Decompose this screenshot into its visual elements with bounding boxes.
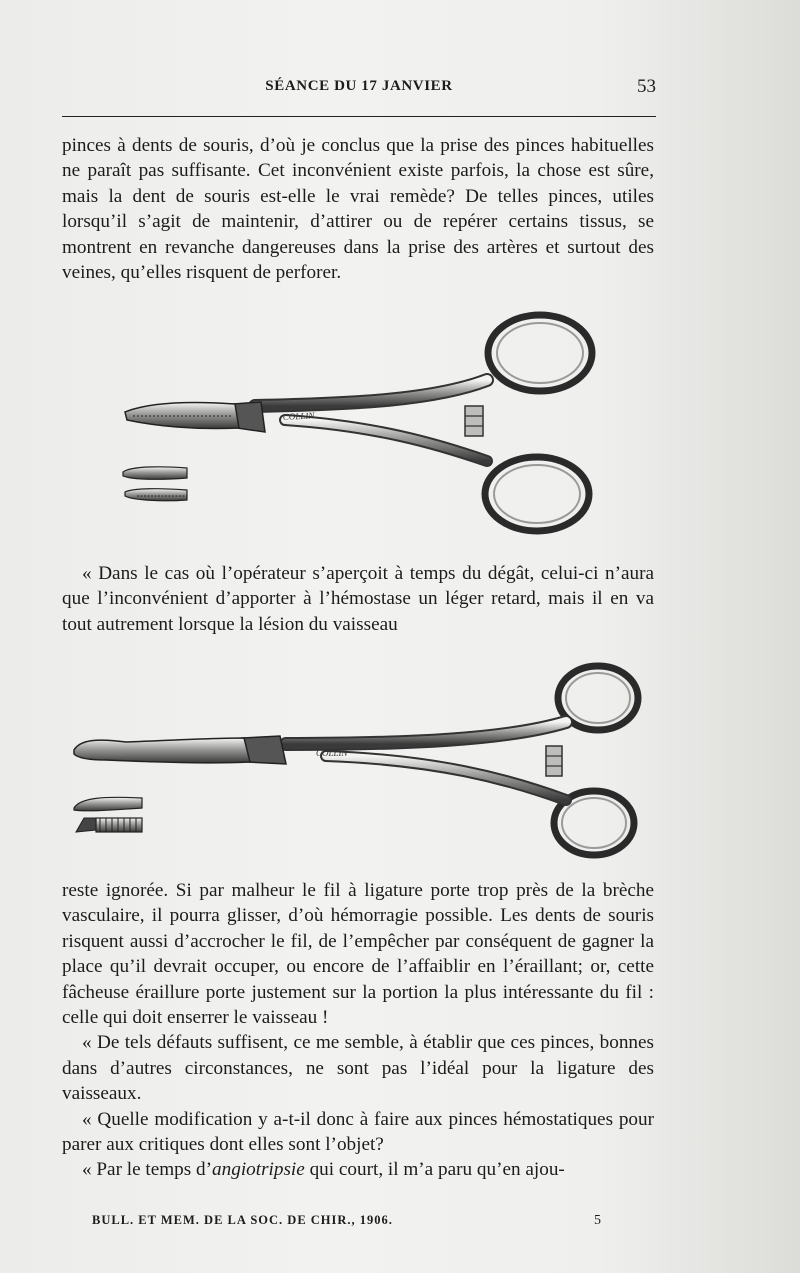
paragraph-6-end: qui court, il m’a paru qu’en ajou- (304, 1159, 565, 1181)
jaw-detail-inset-1 (123, 467, 187, 501)
paragraph-6-italic-term: angiotripsie (212, 1159, 305, 1181)
forceps-engraving-2: COLLIN (316, 748, 348, 758)
signature-mark: 5 (594, 1213, 602, 1228)
forceps-engraving-1: COLLIN (282, 410, 315, 422)
paragraph-5: « Quelle modification y a-t-il donc à faire aux pinces hémostatiques pour parer aux critiques dont elles sont l’objet? (62, 1108, 654, 1156)
paragraph-4: « De tels défauts suffisent, ce me semble, à établir que ces pinces, bonnes dans d’autres circonstances, ne sont pas l’idéal pour la ligature des vaisseaux. (62, 1032, 654, 1105)
paragraph-1: pinces à dents de souris, d’où je conclus que la prise des pinces habituelles ne paraît pas suffisante. Cet inconvénient existe parfois, la chose est sûre, mais la dent de souris est-elle le vrai remède? De telles pinces, utiles lorsqu’il s’agit de maintenir, d’attirer ou de repérer certains tissus, se montrent en revanche dangereuses dans la prise des artères et surtout des veines, qu’elles risquent de perforer. (62, 135, 654, 284)
paragraph-2: « Dans le cas où l’opérateur s’aperçoit à temps du dégât, celui-ci n’aura que l’inconvénient d’apporter à l’hémostase un léger retard, mais il en va tout autrement lorsque la lésion du vaisseau (62, 563, 654, 635)
page-number: 53 (637, 76, 656, 97)
jaw-detail-inset-2 (74, 797, 142, 832)
header-rule (62, 116, 656, 117)
journal-citation: BULL. ET MEM. DE LA SOC. DE CHIR., 1906. (92, 1213, 393, 1227)
paragraphs-block (62, 878, 654, 1183)
upper-finger-ring (488, 315, 592, 391)
running-title: SÉANCE DU 17 JANVIER (265, 78, 453, 94)
paragraph-6-start: « Par le temps d’ (82, 1159, 213, 1181)
paragraph-6 (62, 1157, 654, 1182)
lower-finger-ring (485, 457, 589, 531)
paragraph-3: reste ignorée. Si par malheur le fil à ligature porte trop près de la brèche vasculaire, il pourra glisser, d’où hémorragie possible. Les dents de souris risquent aussi d’accrocher le fil, de l’empêcher par conséquent de gagner la place qu’il devrait occuper, ou encore de l’affaiblir en l’éraillant; or, cette fâcheuse éraillure porte justement sur la portion la plus intéressante du fil : celle qui doit enserrer le vaisseau ! (62, 880, 654, 1029)
page-footer (92, 1213, 602, 1235)
page-header (62, 76, 656, 100)
forceps-illustration-2 (66, 660, 648, 860)
forceps-illustration-1 (115, 308, 605, 540)
